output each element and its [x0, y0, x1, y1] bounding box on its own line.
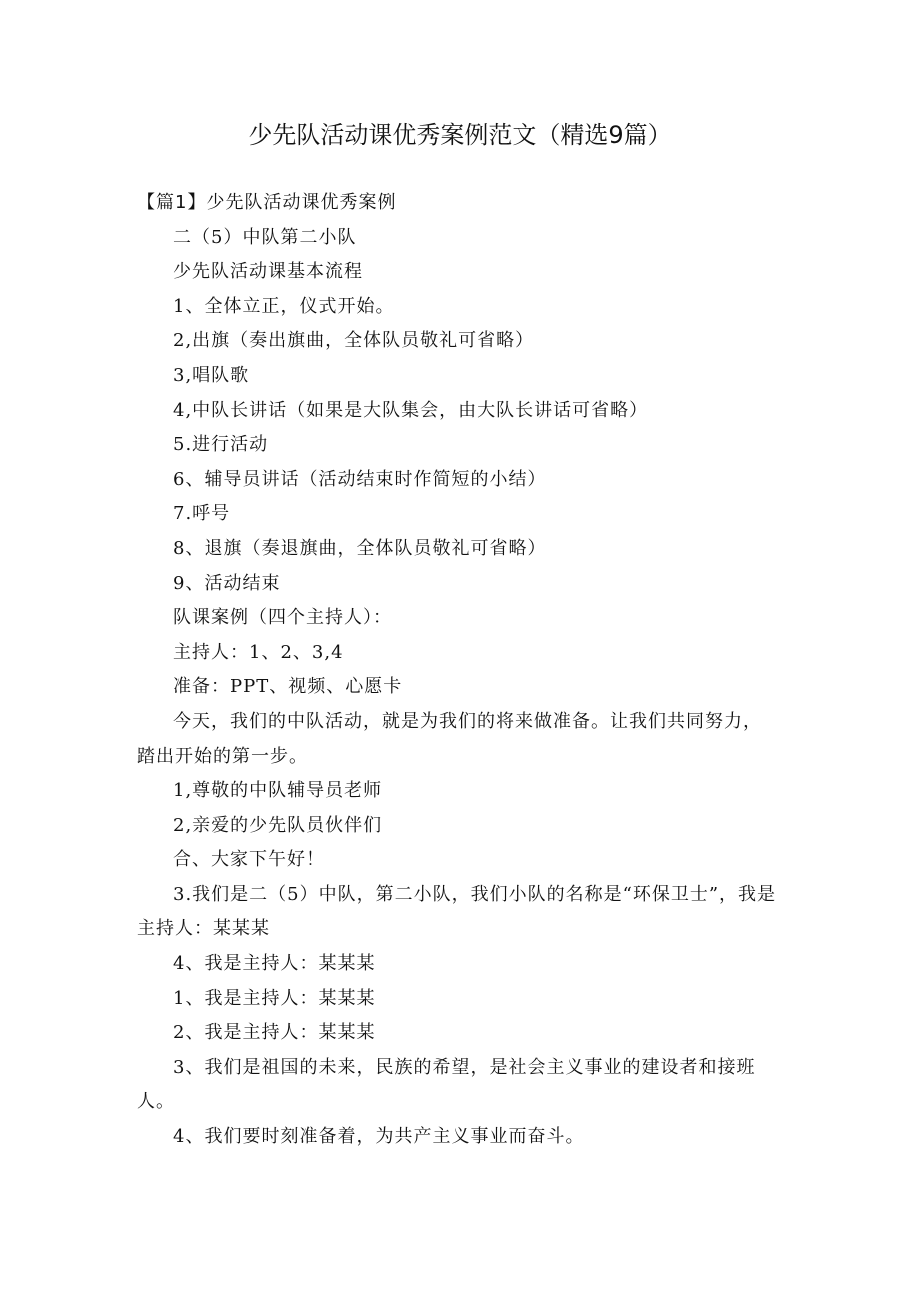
paragraph: 今天，我们的中队活动，就是为我们的将来做准备。让我们共同努力，踏出开始的第一步。 — [137, 710, 762, 767]
paragraph: 1,尊敬的中队辅导员老师 — [173, 780, 383, 802]
paragraph: 4,中队长讲话（如果是大队集会，由大队长讲话可省略） — [173, 399, 649, 421]
document-body — [137, 186, 777, 1155]
paragraph: 准备：PPT、视频、心愿卡 — [173, 676, 403, 698]
paragraph: 4、我们要时刻准备着，为共产主义事业而奋斗。 — [173, 1126, 585, 1148]
paragraph: 少先队活动课基本流程 — [173, 261, 363, 283]
section-heading: 【篇1】少先队活动课优秀案例 — [137, 192, 397, 213]
paragraph: 2、我是主持人：某某某 — [173, 1022, 376, 1044]
paragraph: 二（5）中队第二小队 — [173, 226, 357, 248]
paragraph: 3.我们是二（5）中队，第二小队，我们小队的名称是“环保卫士”，我是主持人：某某某 — [137, 883, 777, 940]
paragraph: 6、辅导员讲话（活动结束时作简短的小结） — [173, 468, 547, 490]
paragraph: 1、全体立正，仪式开始。 — [173, 295, 395, 317]
paragraph: 8、退旗（奏退旗曲，全体队员敬礼可省略） — [173, 537, 547, 559]
paragraph: 3,唱队歌 — [173, 364, 250, 386]
paragraph: 2,出旗（奏出旗曲，全体队员敬礼可省略） — [173, 330, 535, 352]
paragraph: 5.进行活动 — [173, 434, 269, 456]
paragraph: 2,亲爱的少先队员伙伴们 — [173, 814, 383, 836]
paragraph: 主持人：1、2、3,4 — [173, 641, 344, 663]
paragraph: 9、活动结束 — [173, 572, 281, 594]
paragraph: 7.呼号 — [173, 503, 231, 525]
paragraph: 队课案例（四个主持人）： — [173, 607, 392, 629]
paragraph: 合、大家下午好！ — [173, 849, 325, 871]
document-title: 少先队活动课优秀案例范文（精选9篇） — [248, 121, 672, 149]
paragraph: 4、我是主持人：某某某 — [173, 953, 376, 975]
paragraph: 1、我是主持人：某某某 — [173, 987, 376, 1009]
paragraph: 3、我们是祖国的未来，民族的希望，是社会主义事业的建设者和接班人。 — [137, 1056, 756, 1113]
